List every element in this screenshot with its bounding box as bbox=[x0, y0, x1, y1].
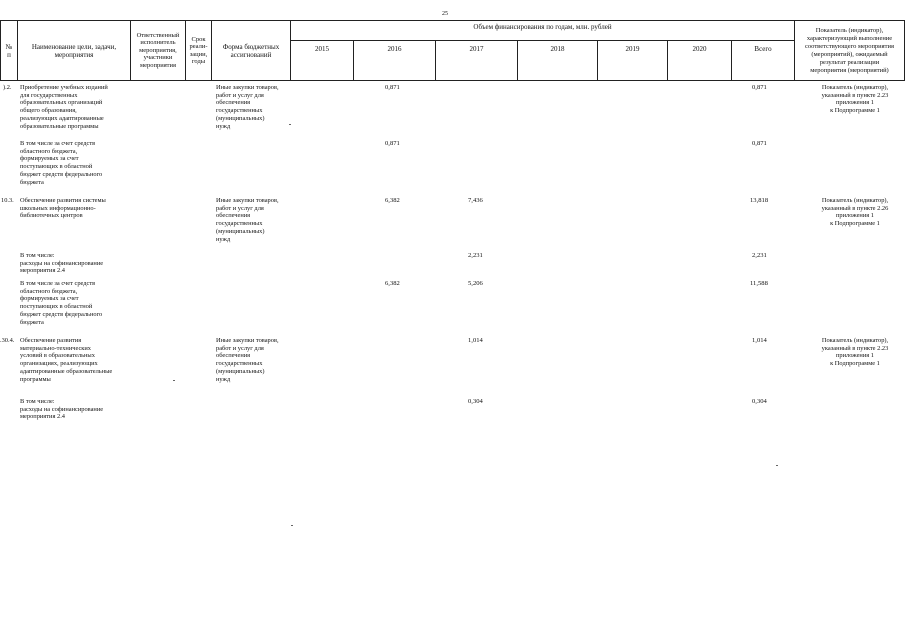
row-3-num: 10.3. bbox=[1, 197, 14, 204]
row-4-total: 2,231 bbox=[752, 252, 767, 259]
row-3-indicator: Показатель (индикатор), указанный в пункте 2.26 приложения 1 к Подпрограмме 1 bbox=[821, 197, 889, 228]
row-7-total: 0,304 bbox=[752, 398, 767, 405]
row-2-2016: 0,871 bbox=[385, 140, 400, 147]
row-1-total: 0,871 bbox=[752, 84, 767, 91]
header-year-total: Всего bbox=[732, 41, 795, 81]
row-3-form: Иные закупки товаров, работ и услуг для обеспечения государственных (муниципальных) нужд bbox=[216, 197, 279, 243]
header-year-2016: 2016 bbox=[354, 41, 436, 81]
row-5-2017: 5,206 bbox=[468, 280, 483, 287]
row-2-total: 0,871 bbox=[752, 140, 767, 147]
scan-speck bbox=[289, 124, 291, 125]
header-name: Наименование цели, задачи, мероприятия bbox=[18, 21, 131, 81]
row-3-2016: 6,382 bbox=[385, 197, 400, 204]
header-finance: Объем финансирования по годам, млн. рублей bbox=[291, 21, 795, 41]
row-3-name: Обеспечение развития системы школьных информационно- библиотечных центров bbox=[20, 197, 106, 220]
row-6-form: Иные закупки товаров, работ и услуг для обеспечения государственных (муниципальных) нужд bbox=[216, 337, 279, 383]
row-3-2017: 7,436 bbox=[468, 197, 483, 204]
header-responsible: Ответственный исполнитель мероприятия, участники мероприятия bbox=[131, 21, 186, 81]
row-6-total: 1,014 bbox=[752, 337, 767, 344]
header-year-2015: 2015 bbox=[291, 41, 354, 81]
row-4-name: В том числе: расходы на софинансирование мероприятия 2.4 bbox=[20, 252, 104, 275]
row-6-num: .30.4. bbox=[0, 337, 15, 344]
row-1-indicator: Показатель (индикатор), указанный в пункте 2.23 приложения 1 к Подпрограмме 1 bbox=[821, 84, 889, 115]
row-7-name: В том числе: расходы на софинансирование мероприятия 2.4 bbox=[20, 398, 104, 421]
row-1-2016: 0,871 bbox=[385, 84, 400, 91]
row-5-total: 11,588 bbox=[750, 280, 768, 287]
row-1-num: ).2. bbox=[3, 84, 12, 91]
row-4-2017: 2,231 bbox=[468, 252, 483, 259]
row-5-2016: 6,382 bbox=[385, 280, 400, 287]
header-indicator: Показатель (индикатор), характеризующий выполнение соответствующего мероприятия (мероприятий), ожидаемый результат реализации мероприятия (мероприятий) bbox=[795, 21, 905, 81]
header-year-2018: 2018 bbox=[518, 41, 598, 81]
finance-table-header bbox=[0, 20, 905, 81]
row-6-indicator: Показатель (индикатор), указанный в пункте 2.23 приложения 1 к Подпрограмме 1 bbox=[821, 337, 889, 368]
row-6-name: Обеспечение развития материально-технических условий в образовательных организациях, реализующих адаптированные образовательные программы bbox=[20, 337, 113, 383]
header-year-2019: 2019 bbox=[598, 41, 668, 81]
scan-speck bbox=[291, 525, 293, 526]
header-year-2020: 2020 bbox=[668, 41, 732, 81]
scan-speck bbox=[776, 465, 778, 466]
row-1-form: Иные закупки товаров, работ и услуг для обеспечения государственных (муниципальных) нужд bbox=[216, 84, 279, 130]
scan-speck bbox=[173, 380, 175, 381]
row-1-name: Приобретение учебных изданий для государственных образовательных организаций общего образования, реализующих адаптированные образовательные программы bbox=[20, 84, 108, 130]
header-term: Срок реали- зации, годы bbox=[186, 21, 212, 81]
row-3-total: 13,818 bbox=[750, 197, 769, 204]
row-2-name: В том числе за счет средств областного бюджета, формируемых за счет поступающих в областной бюджет средств федерального бюджета bbox=[20, 140, 103, 186]
header-form: Форма бюджетных ассигнований bbox=[212, 21, 291, 81]
row-7-2017: 0,304 bbox=[468, 398, 483, 405]
page-number: 25 bbox=[442, 11, 448, 17]
row-5-name: В том числе за счет средств областного бюджета, формируемых за счет поступающих в областной бюджет средств федерального бюджета bbox=[20, 280, 103, 326]
row-6-2017: 1,014 bbox=[468, 337, 483, 344]
header-year-2017: 2017 bbox=[436, 41, 518, 81]
header-num: № п bbox=[1, 21, 18, 81]
